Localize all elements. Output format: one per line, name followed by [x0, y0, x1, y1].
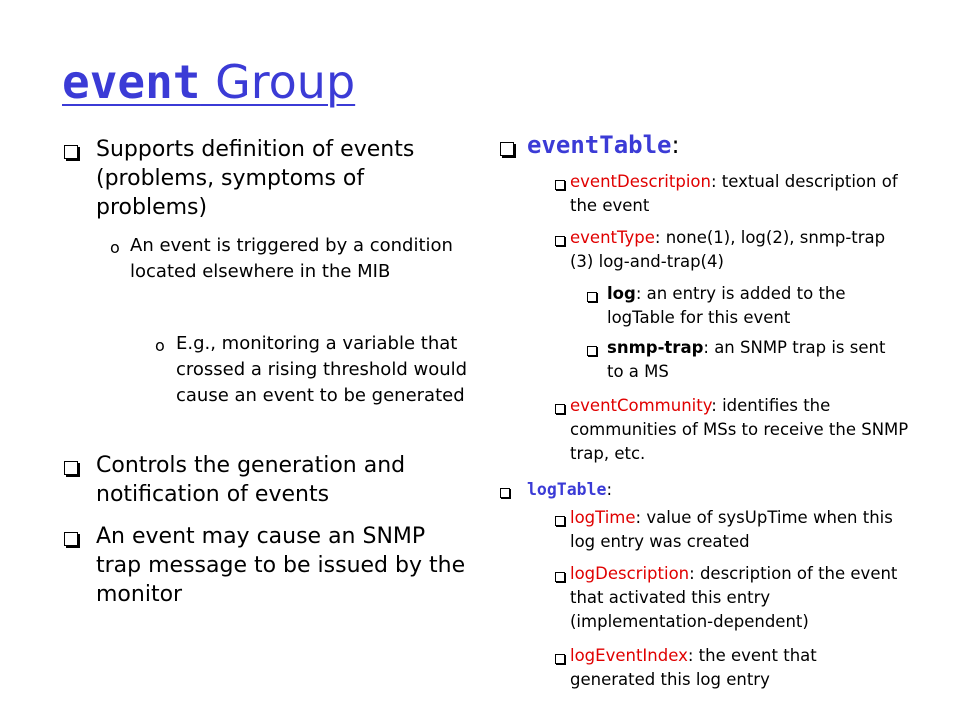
square-bullet-icon [587, 346, 597, 356]
title-rest: Group [200, 55, 356, 109]
title-mono: event [62, 55, 201, 109]
snmp-trap-item: snmp-trap: an SNMP trap is sent to a MS [607, 338, 886, 381]
square-bullet-icon [555, 236, 565, 246]
left-bullet-1: Supports definition of events (problems, symptoms of problems) [96, 137, 415, 220]
square-bullet-icon [500, 488, 510, 498]
square-bullet-icon [555, 516, 565, 526]
square-bullet-icon [64, 145, 78, 159]
left-bullet-3: An event may cause an SNMP trap message to be issued by the monitor [96, 524, 466, 607]
square-bullet-icon [555, 180, 565, 190]
slide-title [62, 56, 355, 108]
circle-bullet-icon: o [110, 238, 120, 257]
event-type-item: eventType: none(1), log(2), snmp-trap (3) log-and-trap(4) [570, 228, 886, 271]
log-event-index-item: logEventIndex: the event that generated this log entry [570, 646, 817, 689]
square-bullet-icon [587, 292, 597, 302]
square-bullet-icon [500, 142, 514, 156]
circle-bullet-icon: o [155, 336, 165, 355]
square-bullet-icon [555, 404, 565, 414]
event-community-item: eventCommunity: identifies the communities of MSs to receive the SNMP trap, etc. [570, 396, 909, 463]
event-table-header: eventTable: [527, 131, 680, 159]
left-bullet-2: Controls the generation and notification of events [96, 453, 406, 507]
log-item: log: an entry is added to the logTable for this event [607, 284, 846, 327]
square-bullet-icon [555, 572, 565, 582]
left-sub-1: An event is triggered by a condition located elsewhere in the MIB [130, 235, 453, 282]
square-bullet-icon [64, 461, 78, 475]
square-bullet-icon [64, 532, 78, 546]
event-descr-item: eventDescritpion: textual description of the event [570, 172, 898, 215]
log-description-item: logDescription: description of the event that activated this entry (implementation-dependent) [570, 564, 898, 631]
log-time-item: logTime: value of sysUpTime when this log entry was created [570, 508, 893, 551]
left-sub-2: E.g., monitoring a variable that crossed a rising threshold would cause an event to be generated [176, 333, 468, 406]
square-bullet-icon [555, 654, 565, 664]
log-table-header: logTable: [527, 480, 613, 499]
